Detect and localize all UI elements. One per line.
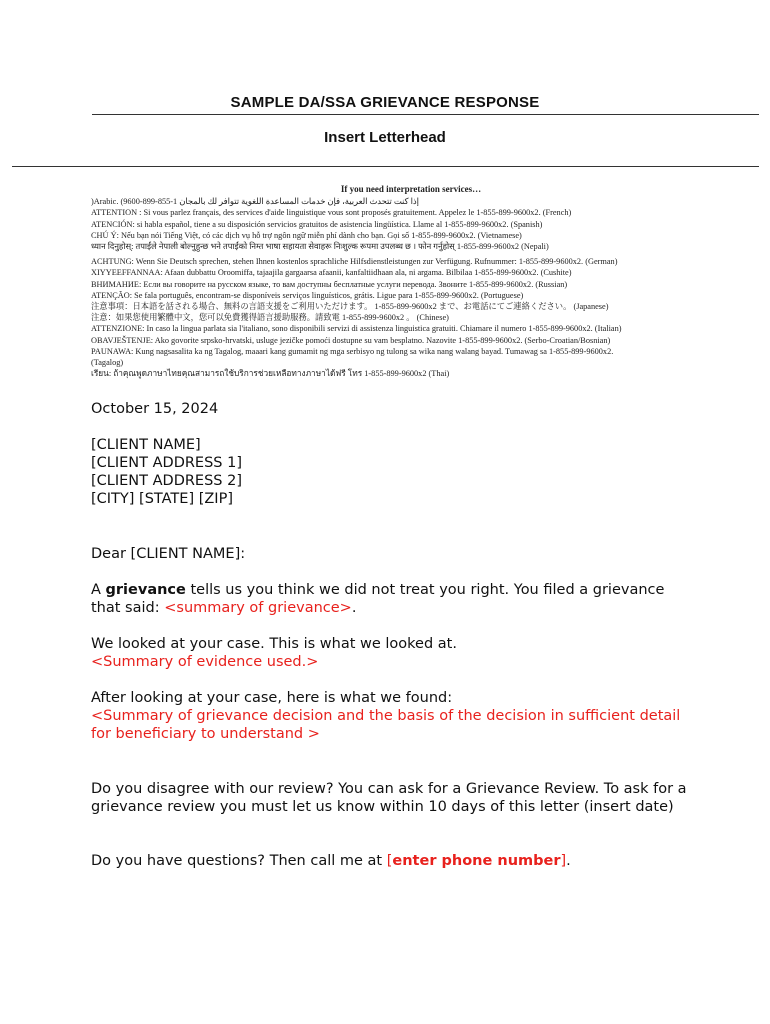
interpretation-line: ACHTUNG: Wenn Sie Deutsch sprechen, stehen Ihnen kostenlos sprachliche Hilfsdienstleistungen zur Verfügung. Rufnummer: 1-855-899-9600x2. (German) — [91, 257, 618, 267]
interpretation-line: PAUNAWA: Kung nagsasalita ka ng Tagalog, maaari kang gumamit ng mga serbisyo ng tulong sa wika nang walang bayad. Tumawag sa 1-855-899-9600x2. — [91, 346, 614, 356]
interpretation-heading: If you need interpretation services… — [340, 184, 482, 194]
client-address-block — [91, 436, 691, 508]
paragraph-text: . — [351, 600, 357, 616]
interpretation-notice — [91, 184, 691, 379]
decision-placeholder: <Summary of grievance decision and the basis of the decision in sufficient detail for beneficiary to understand > — [91, 708, 681, 742]
interpretation-line: ATTENTION : Si vous parlez français, des services d'aide linguistique vous sont proposés gratuitement. Appelez le 1-855-899-9600x2. (French) — [91, 208, 572, 218]
interpretation-line: ATTENZIONE: In caso la lingua parlata sia l'italiano, sono disponibili servizi di assistenza linguistica gratuiti. Chiamare il numero 1-855-899-9600x2. (Italian) — [91, 324, 622, 334]
paragraph-text: . — [566, 853, 571, 869]
bracket: ] — [560, 853, 567, 869]
paragraph-questions — [91, 852, 691, 870]
paragraph-text: We looked at your case. This is what we looked at. — [91, 636, 457, 652]
grievance-term: grievance — [105, 582, 186, 598]
interpretation-line: XIYYEEFFANNAA: Afaan dubbattu Oroomiffa, tajaajila gargaarsa afaanii, kanfaltiidhaan ala, ni argama. Bilbilaa 1-855-899-9600x2. (Cushite) — [91, 268, 572, 278]
letterhead-placeholder: Insert Letterhead — [324, 129, 446, 146]
interpretation-line: 注意事項：日本語を話される場合、無料の言語支援をご利用いただけます。 1-855-899-9600x2 まで、お電話にてご連絡ください。 (Japanese) — [91, 302, 609, 312]
paragraph-grievance-review: Do you disagree with our review? You can ask for a Grievance Review. To ask for a grievance review you must let us know within 10 days of this letter (insert date) — [91, 781, 687, 815]
interpretation-line: (Tagalog) — [91, 358, 124, 368]
paragraph-findings — [91, 689, 691, 743]
page-title: SAMPLE DA/SSA GRIEVANCE RESPONSE — [230, 94, 540, 111]
interpretation-line: )Arabic. (9600-899-855-1 إذا كنت تتحدث العربية، فإن خدمات المساعدة اللغوية تتوافر لك بالمجان — [91, 197, 419, 207]
interpretation-line: ध्यान दिनुहोस्: तपाईंले नेपाली बोल्नुहुन्छ भने तपाईंको निम्त भाषा सहायता सेवाहरू निःशुल्क रूपमा उपलब्ध छ । फोन गर्नुहोस् 1-855-899-9600x2 (Nepali) — [91, 242, 549, 252]
paragraph-grievance-summary — [91, 581, 691, 617]
interpretation-line: 注意：如果您使用繁體中文，您可以免費獲得語言援助服務。請致電 1-855-899-9600x2 。 (Chinese) — [91, 313, 449, 323]
address-line: [CLIENT ADDRESS 2] — [91, 473, 242, 489]
letterhead-divider — [12, 166, 759, 167]
paragraph-text: tells us you think we did not treat you right. You filed a grievance that said: — [91, 582, 665, 616]
phone-number-placeholder: enter phone number — [392, 853, 561, 869]
interpretation-line: ВНИМАНИЕ: Если вы говорите на русском языке, то вам доступны бесплатные услуги перевода. Звоните 1-855-899-9600x2. (Russian) — [91, 279, 568, 289]
address-line: [CLIENT ADDRESS 1] — [91, 455, 242, 471]
title-divider — [92, 114, 759, 115]
interpretation-line: เรียน: ถ้าคุณพูดภาษาไทยคุณสามารถใช้บริการช่วยเหลือทางภาษาได้ฟรี โทร 1-855-899-9600x2 (Thai) — [91, 369, 450, 379]
interpretation-line: CHÚ Ý: Nếu bạn nói Tiếng Việt, có các dịch vụ hỗ trợ ngôn ngữ miễn phí dành cho bạn. Gọi số 1-855-899-9600x2. (Vietnamese) — [91, 230, 522, 240]
interpretation-line: OBAVJEŠTENJE: Ako govorite srpsko-hrvatski, usluge jezičke pomoći dostupne su vam besplatno. Nazovite 1-855-899-9600x2. (Serbo-Croatian/Bosnian) — [91, 335, 611, 345]
grievance-summary-placeholder: <summary of grievance> — [164, 600, 352, 616]
interpretation-lines — [91, 196, 691, 379]
evidence-placeholder: <Summary of evidence used.> — [91, 654, 319, 670]
paragraph-text: Do you have questions? Then call me at — [91, 853, 387, 869]
paragraph-evidence — [91, 635, 691, 671]
bracket: [ — [386, 853, 393, 869]
interpretation-line: ATENCIÓN: si habla español, tiene a su disposición servicios gratuitos de asistencia lingüística. Llame al 1-855-899-9600x2. (Spanish) — [91, 219, 543, 229]
letter-date: October 15, 2024 — [91, 401, 219, 417]
address-line: [CITY] [STATE] [ZIP] — [91, 491, 233, 507]
paragraph-text: A — [91, 582, 106, 598]
paragraph-text: After looking at your case, here is what we found: — [91, 690, 453, 706]
address-line: [CLIENT NAME] — [91, 437, 201, 453]
greeting: Dear [CLIENT NAME]: — [91, 546, 246, 562]
interpretation-line: ATENÇÃO: Se fala português, encontram-se disponíveis serviços linguísticos, grátis. Ligue para 1-855-899-9600x2. (Portuguese) — [91, 290, 524, 300]
